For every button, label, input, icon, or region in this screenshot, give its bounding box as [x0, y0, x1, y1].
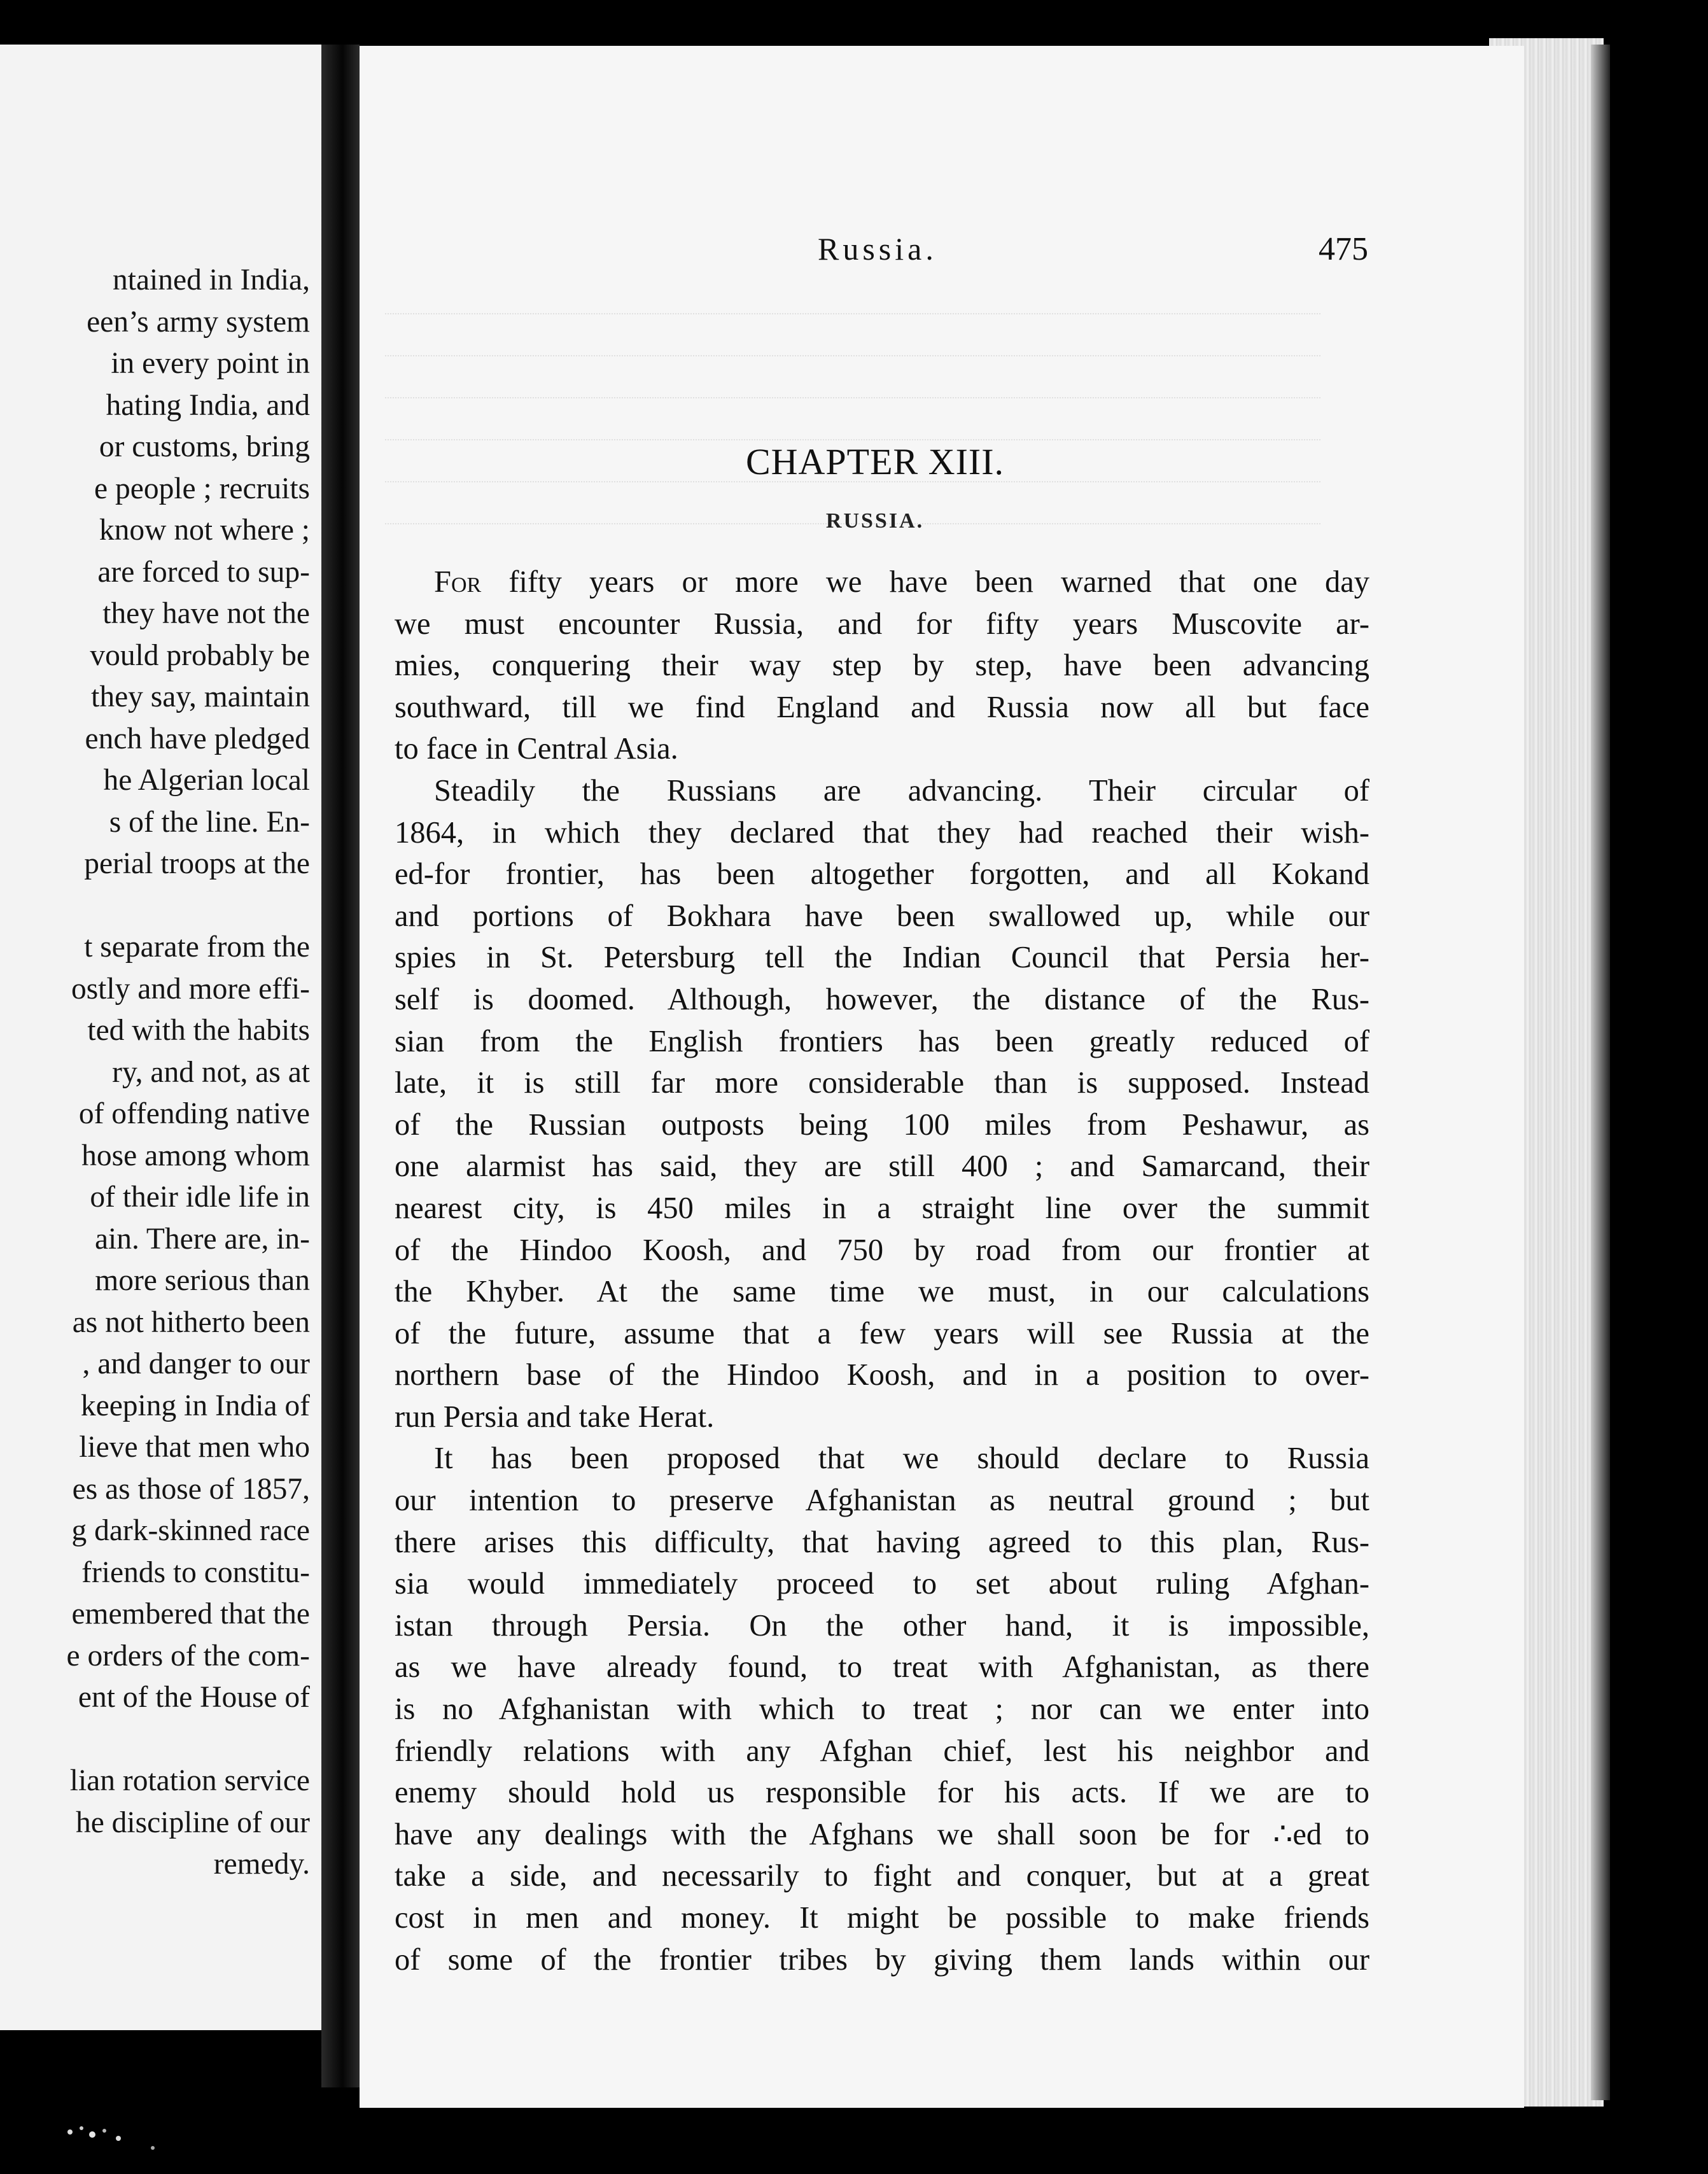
- body-line-text: fifty years or more we have been warned that one day: [481, 565, 1369, 599]
- show-through-stroke: [385, 355, 1320, 363]
- body-line-text: late, it is still far more considerable than is supposed. Instead: [395, 1066, 1369, 1100]
- facing-page-line: friends to constitu-: [81, 1555, 310, 1589]
- body-line-text: of the future, assume that a few years will see Russia at the: [395, 1316, 1369, 1350]
- facing-page-line: they have not the: [102, 597, 310, 630]
- facing-page-line: he discipline of our: [75, 1806, 310, 1839]
- body-line-text: self is doomed. Although, however, the distance of the Rus-: [395, 982, 1369, 1016]
- body-line: [395, 1104, 1369, 1146]
- body-line: [395, 1188, 1369, 1230]
- body-line: [395, 1021, 1369, 1063]
- body-line-text: our intention to preserve Afghanistan as neutral ground ; but: [395, 1483, 1369, 1518]
- body-line: [395, 1855, 1369, 1897]
- body-line: [395, 645, 1369, 687]
- facing-page-line: more serious than: [95, 1264, 310, 1297]
- body-line: [395, 603, 1369, 645]
- body-line-text: of the Hindoo Koosh, and 750 by road from our frontier at: [395, 1233, 1369, 1267]
- facing-page-line: lieve that men who: [79, 1431, 310, 1464]
- facing-page-line: as not hitherto been: [72, 1305, 310, 1339]
- book-page: [360, 46, 1524, 2108]
- facing-page-line: ry, and not, as at: [112, 1055, 310, 1089]
- body-line: [395, 561, 1369, 603]
- body-line: [395, 895, 1369, 937]
- body-line: [395, 1480, 1369, 1522]
- body-line: [395, 1522, 1369, 1564]
- facing-page-line: t separate from the: [84, 930, 310, 964]
- body-line: [395, 853, 1369, 895]
- body-line-text: enemy should hold us responsible for his acts. If we are to: [395, 1776, 1369, 1810]
- facing-page-line: vould probably be: [90, 638, 310, 672]
- book-cover-edge: [1591, 45, 1610, 2100]
- facing-page-line: hose among whom: [81, 1139, 310, 1172]
- body-line: [395, 812, 1369, 854]
- facing-page-line: e orders of the com-: [66, 1639, 310, 1673]
- facing-page-line: he Algerian local: [103, 764, 310, 797]
- facing-page-left: [0, 45, 321, 2030]
- body-line-text: friendly relations with any Afghan chief, lest his neighbor and: [395, 1734, 1369, 1768]
- facing-page-line: een’s army system: [87, 305, 310, 339]
- body-text: [395, 561, 1369, 1981]
- body-line: [395, 1897, 1369, 1939]
- body-line: [395, 1438, 1369, 1480]
- facing-page-line: [4, 885, 310, 927]
- facing-page-line: perial troops at the: [84, 847, 310, 880]
- drop-word: For: [434, 565, 482, 599]
- body-line: [395, 979, 1369, 1021]
- facing-page-line: keeping in India of: [80, 1389, 310, 1422]
- body-line-text: and portions of Bokhara have been swallowed up, while our: [395, 899, 1369, 933]
- body-line-text: take a side, and necessarily to fight and conquer, but at a great: [395, 1859, 1369, 1893]
- body-line-text: Steadily the Russians are advancing. Their circular of: [434, 773, 1369, 808]
- running-head-title: Russia.: [818, 231, 937, 267]
- body-line: [395, 1730, 1369, 1772]
- body-line: [395, 1230, 1369, 1272]
- facing-page-line: ent of the House of: [78, 1681, 310, 1714]
- body-line-text: sian from the English frontiers has been greatly reduced of: [395, 1024, 1369, 1058]
- running-head: [360, 230, 1368, 281]
- facing-page-line: hating India, and: [106, 388, 310, 422]
- body-line: [395, 1563, 1369, 1605]
- body-line-text: It has been proposed that we should declare to Russia: [434, 1441, 1369, 1476]
- body-line: [395, 687, 1369, 729]
- facing-page-line: es as those of 1857,: [72, 1472, 310, 1506]
- facing-page-line: are forced to sup-: [97, 555, 310, 589]
- body-line: [395, 1939, 1369, 1981]
- facing-page-line: ain. There are, in-: [94, 1222, 310, 1256]
- body-line-text: is no Afghanistan with which to treat ; nor can we enter into: [395, 1692, 1369, 1727]
- body-line-text: of the Russian outposts being 100 miles from Peshawur, as: [395, 1107, 1369, 1142]
- facing-page-line: or customs, bring: [99, 430, 310, 463]
- facing-page-line: , and danger to our: [82, 1347, 310, 1380]
- body-line: [395, 1271, 1369, 1313]
- body-line-text: spies in St. Petersburg tell the Indian Council that Persia her-: [395, 941, 1369, 975]
- body-line-text: the Khyber. At the same time we must, in our calculations: [395, 1275, 1369, 1309]
- body-line: [395, 1646, 1369, 1688]
- page-number: 475: [1319, 231, 1368, 267]
- body-line: [395, 728, 1369, 770]
- facing-page-line: in every point in: [111, 347, 310, 380]
- body-line-text: nearest city, is 450 miles in a straight line over the summit: [395, 1191, 1369, 1225]
- body-line: [395, 937, 1369, 979]
- body-line-text: run Persia and take Herat.: [395, 1399, 715, 1434]
- facing-page-line: [4, 1719, 310, 1761]
- facing-page-line: ench have pledged: [85, 722, 310, 755]
- facing-page-text: [4, 260, 310, 1886]
- facing-page-line: g dark-skinned race: [71, 1514, 310, 1547]
- body-line-text: southward, till we find England and Russia now all but face: [395, 690, 1369, 724]
- show-through-stroke: [385, 397, 1320, 405]
- body-line-text: as we have already found, to treat with Afghanistan, as there: [395, 1650, 1369, 1685]
- body-line-text: northern base of the Hindoo Koosh, and in a position to over-: [395, 1358, 1369, 1392]
- facing-page-line: of their idle life in: [90, 1181, 310, 1214]
- body-line: [395, 1688, 1369, 1730]
- body-line-text: to face in Central Asia.: [395, 732, 678, 766]
- facing-page-line: they say, maintain: [91, 680, 310, 713]
- facing-page-line: know not where ;: [99, 514, 310, 547]
- body-line: [395, 1354, 1369, 1396]
- facing-page-line: emembered that the: [71, 1597, 310, 1630]
- body-line: [395, 770, 1369, 812]
- body-line-text: istan through Persia. On the other hand, it is impossible,: [395, 1608, 1369, 1643]
- chapter-subtitle: RUSSIA.: [825, 509, 925, 533]
- body-line: [395, 1605, 1369, 1647]
- body-line: [395, 1062, 1369, 1104]
- body-line-text: ed-for frontier, has been altogether forgotten, and all Kokand: [395, 857, 1369, 892]
- body-line-text: we must encounter Russia, and for fifty years Muscovite ar-: [395, 607, 1369, 641]
- facing-page-line: e people ; recruits: [94, 472, 310, 505]
- facing-page-line: lian rotation service: [69, 1764, 310, 1797]
- facing-page-line: remedy.: [213, 1848, 310, 1881]
- show-through-stroke: [385, 313, 1320, 321]
- body-line-text: of some of the frontier tribes by giving them lands within our: [395, 1942, 1369, 1977]
- body-line-text: have any dealings with the Afghans we shall soon be for ∴ed to: [395, 1817, 1369, 1851]
- body-line-text: cost in men and money. It might be possible to make friends: [395, 1901, 1369, 1935]
- facing-page-line: ted with the habits: [87, 1014, 310, 1047]
- facing-page-line: ostly and more effi-: [71, 972, 310, 1006]
- chapter-title: CHAPTER XIII.: [745, 441, 1005, 482]
- scan-specks: [57, 2113, 159, 2151]
- body-line-text: one alarmist has said, they are still 400 ; and Samarcand, their: [395, 1149, 1369, 1184]
- facing-page-line: of offending native: [78, 1097, 310, 1130]
- body-line: [395, 1814, 1369, 1856]
- facing-page-line: ntained in India,: [113, 263, 310, 297]
- body-line-text: mies, conquering their way step by step, have been advancing: [395, 649, 1369, 683]
- body-line: [395, 1772, 1369, 1814]
- body-line: [395, 1313, 1369, 1355]
- body-line: [395, 1146, 1369, 1188]
- body-line-text: there arises this difficulty, that having agreed to this plan, Rus-: [395, 1525, 1369, 1559]
- book-gutter: [321, 45, 360, 2087]
- facing-page-line: s of the line. En-: [109, 805, 310, 839]
- body-line-text: 1864, in which they declared that they had reached their wish-: [395, 815, 1369, 850]
- body-line: [395, 1396, 1369, 1438]
- body-line-text: sia would immediately proceed to set about ruling Afghan-: [395, 1567, 1369, 1601]
